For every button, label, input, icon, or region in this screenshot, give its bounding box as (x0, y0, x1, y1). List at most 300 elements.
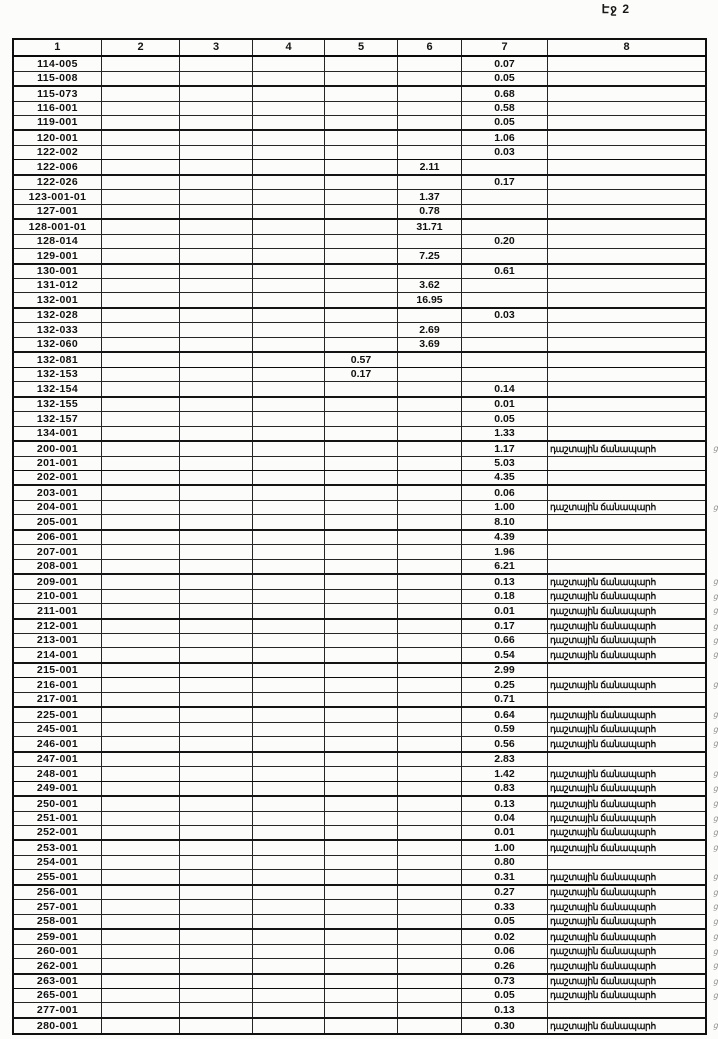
value-cell (325, 352, 398, 367)
table-row (13, 175, 706, 190)
value-cell (180, 781, 253, 796)
parcel-id: 130-001 (36, 265, 79, 277)
table-row (13, 619, 706, 634)
area-value: 0.78 (419, 205, 440, 218)
value-cell (325, 412, 398, 426)
value-cell (462, 811, 548, 825)
area-value: 0.25 (494, 678, 515, 691)
value-cell (102, 56, 180, 71)
parcel-id: 250-001 (36, 797, 79, 810)
table-row (13, 130, 706, 145)
value-cell (102, 175, 180, 190)
value-cell (102, 412, 180, 426)
margin-pencil-mark: ց (712, 916, 718, 926)
table-row (13, 914, 706, 929)
value-cell (180, 130, 253, 145)
margin-pencil-mark: ց (712, 1020, 718, 1030)
road-type-cell (548, 160, 707, 175)
column-header: 3 (180, 39, 253, 56)
area-value: 0.20 (494, 235, 515, 248)
parcel-id-cell (13, 426, 102, 441)
table-row (13, 929, 706, 944)
value-cell (102, 101, 180, 115)
parcel-id: 258-001 (36, 915, 79, 928)
value-cell (462, 604, 548, 619)
value-cell (398, 456, 462, 470)
value-cell (325, 825, 398, 840)
value-cell (325, 781, 398, 796)
parcel-id-cell (13, 1003, 102, 1018)
value-cell (462, 840, 548, 855)
value-cell (398, 900, 462, 914)
value-cell (325, 190, 398, 204)
margin-pencil-mark: ց (712, 769, 718, 779)
road-type-cell (548, 234, 707, 248)
road-type-label: դաշտային ճանապարհ (550, 443, 656, 454)
margin-pencil-mark: ց (712, 813, 718, 823)
road-type-label: դաշտային ճանապարհ (550, 960, 656, 971)
value-cell (325, 337, 398, 352)
margin-pencil-mark: ց (712, 872, 718, 882)
value-cell (180, 470, 253, 485)
value-cell (180, 86, 253, 101)
value-cell (398, 1018, 462, 1034)
value-cell (462, 781, 548, 796)
road-type-cell (548, 634, 718, 648)
value-cell (180, 249, 253, 264)
parcel-id: 210-001 (36, 590, 79, 603)
parcel-id-cell (13, 855, 102, 869)
area-value: 0.61 (494, 265, 515, 277)
value-cell (180, 692, 253, 707)
value-cell (325, 900, 398, 914)
value-cell (102, 559, 180, 574)
parcel-id: 122-006 (36, 160, 79, 173)
road-type-cell (548, 678, 718, 692)
value-cell (253, 219, 325, 234)
value-cell (253, 663, 325, 678)
value-cell (180, 264, 253, 279)
road-type-cell (548, 86, 707, 101)
parcel-id-cell (13, 989, 102, 1003)
parcel-id: 247-001 (36, 753, 79, 766)
parcel-id-cell (13, 840, 102, 855)
value-cell (462, 279, 548, 293)
area-value: 0.03 (494, 309, 515, 322)
parcel-id: 217-001 (36, 693, 79, 706)
margin-pencil-mark: ց (712, 577, 718, 587)
table-row (13, 219, 706, 234)
area-value: 5.03 (494, 456, 515, 469)
value-cell (253, 130, 325, 145)
road-type-label: դաշտային ճանապարհ (550, 576, 656, 587)
value-cell (253, 234, 325, 248)
margin-pencil-mark: ց (712, 843, 718, 853)
value-cell (462, 634, 548, 648)
value-cell (253, 279, 325, 293)
value-cell (253, 412, 325, 426)
road-type-label: դաշտային ճանապարհ (550, 649, 656, 661)
margin-pencil-mark: ց (712, 650, 718, 660)
parcel-id-cell (13, 1018, 102, 1034)
parcel-id-cell (13, 914, 102, 929)
value-cell (253, 352, 325, 367)
parcel-id: 115-073 (37, 87, 78, 100)
road-type-cell (548, 781, 718, 796)
value-cell (325, 130, 398, 145)
parcel-id: 119-001 (37, 116, 78, 129)
value-cell (180, 397, 253, 412)
value-cell (102, 825, 180, 840)
value-cell (325, 589, 398, 603)
table-row (13, 515, 706, 530)
value-cell (253, 559, 325, 574)
parcel-id-cell (13, 130, 102, 145)
parcel-id: 203-001 (36, 486, 79, 499)
road-type-cell (548, 175, 707, 190)
parcel-id-cell (13, 86, 102, 101)
value-cell (325, 974, 398, 989)
parcel-id-cell (13, 412, 102, 426)
value-cell (253, 840, 325, 855)
value-cell (462, 825, 548, 840)
value-cell (462, 86, 548, 101)
table-header-row (13, 39, 706, 56)
parcel-id: 252-001 (36, 826, 79, 839)
margin-pencil-mark: ց (712, 680, 718, 690)
value-cell (253, 974, 325, 989)
value-cell (398, 752, 462, 767)
value-cell (398, 929, 462, 944)
margin-pencil-mark: ց (712, 961, 718, 970)
table-row (13, 500, 706, 514)
value-cell (462, 160, 548, 175)
value-cell (398, 367, 462, 381)
parcel-id: 132-155 (36, 398, 79, 411)
area-value: 0.05 (494, 72, 515, 84)
value-cell (398, 441, 462, 456)
value-cell (253, 722, 325, 736)
area-value: 0.03 (494, 146, 515, 159)
value-cell (398, 559, 462, 574)
value-cell (253, 574, 325, 589)
value-cell (398, 855, 462, 869)
value-cell (102, 989, 180, 1003)
value-cell (253, 308, 325, 323)
parcel-id-cell (13, 190, 102, 204)
area-value: 8.10 (494, 515, 515, 528)
value-cell (253, 145, 325, 159)
value-cell (180, 175, 253, 190)
value-cell (462, 249, 548, 264)
parcel-id: 214-001 (36, 648, 79, 661)
road-type-cell (548, 426, 707, 441)
parcel-id-cell (13, 781, 102, 796)
value-cell (462, 914, 548, 929)
value-cell (462, 574, 548, 589)
road-type-label: դաշտային ճանապարհ (550, 871, 656, 882)
value-cell (462, 767, 548, 781)
value-cell (102, 692, 180, 707)
parcel-id: 122-026 (36, 176, 79, 189)
value-cell (462, 323, 548, 337)
value-cell (398, 279, 462, 293)
table-row (13, 634, 706, 648)
column-header: 8 (548, 39, 707, 56)
value-cell (462, 648, 548, 663)
value-cell (398, 811, 462, 825)
value-cell (253, 367, 325, 381)
value-cell (398, 959, 462, 974)
value-cell (325, 929, 398, 944)
cadastral-table (12, 38, 718, 1035)
value-cell (325, 678, 398, 692)
value-cell (102, 367, 180, 381)
value-cell (180, 352, 253, 367)
area-value: 0.17 (350, 368, 372, 381)
value-cell (325, 663, 398, 678)
table-row (13, 959, 706, 974)
road-type-label: դաշտային ճանապարհ (550, 901, 656, 912)
value-cell (102, 648, 180, 663)
parcel-id-cell (13, 500, 102, 514)
value-cell (180, 190, 253, 204)
road-type-label: դաշտային ճանապարհ (550, 812, 656, 824)
parcel-id: 257-001 (36, 900, 79, 913)
value-cell (102, 737, 180, 752)
value-cell (180, 456, 253, 470)
value-cell (253, 885, 325, 900)
table-row (13, 678, 706, 692)
table-row (13, 559, 706, 574)
value-cell (325, 767, 398, 781)
value-cell (325, 1018, 398, 1034)
value-cell (325, 545, 398, 559)
value-cell (253, 249, 325, 264)
value-cell (102, 752, 180, 767)
road-type-cell (548, 485, 707, 500)
road-type-cell (548, 323, 707, 337)
value-cell (253, 855, 325, 869)
area-value: 0.83 (494, 782, 515, 794)
value-cell (398, 293, 462, 308)
parcel-id: 213-001 (36, 634, 79, 647)
road-type-cell (548, 412, 707, 426)
table-row (13, 870, 706, 885)
table-row (13, 308, 706, 323)
value-cell (180, 530, 253, 545)
road-type-cell (548, 515, 707, 530)
parcel-id-cell (13, 737, 102, 752)
area-value: 1.37 (419, 190, 440, 203)
parcel-id: 114-005 (37, 57, 78, 70)
value-cell (102, 663, 180, 678)
value-cell (180, 56, 253, 71)
value-cell (180, 337, 253, 352)
road-type-cell (548, 574, 718, 589)
parcel-id-cell (13, 663, 102, 678)
value-cell (253, 71, 325, 86)
value-cell (253, 530, 325, 545)
area-value: 0.57 (350, 353, 372, 366)
parcel-id: 200-001 (36, 442, 79, 455)
value-cell (253, 337, 325, 352)
area-value: 0.54 (494, 648, 515, 661)
area-value: 0.56 (494, 737, 515, 750)
area-value: 0.06 (494, 945, 515, 958)
value-cell (398, 515, 462, 530)
parcel-id: 262-001 (36, 959, 79, 972)
value-cell (398, 130, 462, 145)
value-cell (325, 914, 398, 929)
table-row (13, 412, 706, 426)
value-cell (253, 737, 325, 752)
value-cell (462, 293, 548, 308)
value-cell (102, 900, 180, 914)
value-cell (102, 530, 180, 545)
value-cell (325, 71, 398, 86)
area-value: 0.17 (494, 176, 515, 189)
value-cell (180, 485, 253, 500)
table-body (13, 56, 718, 1034)
value-cell (325, 574, 398, 589)
parcel-id: 249-001 (36, 782, 79, 794)
value-cell (462, 707, 548, 722)
value-cell (398, 1003, 462, 1018)
value-cell (398, 781, 462, 796)
value-cell (102, 308, 180, 323)
value-cell (102, 279, 180, 293)
value-cell (398, 175, 462, 190)
table-row (13, 707, 706, 722)
value-cell (462, 412, 548, 426)
area-value: 0.27 (494, 886, 515, 899)
road-type-cell (548, 811, 718, 825)
table-row (13, 397, 706, 412)
value-cell (325, 293, 398, 308)
road-type-label: դաշտային ճանապարհ (550, 990, 656, 1001)
parcel-id: 209-001 (36, 575, 79, 588)
value-cell (325, 989, 398, 1003)
value-cell (180, 219, 253, 234)
value-cell (180, 678, 253, 692)
parcel-id: 245-001 (36, 723, 79, 736)
table-row (13, 367, 706, 381)
value-cell (325, 944, 398, 958)
table-row (13, 855, 706, 869)
parcel-id-cell (13, 929, 102, 944)
value-cell (180, 71, 253, 86)
value-cell (325, 634, 398, 648)
parcel-id-cell (13, 204, 102, 219)
parcel-id: 277-001 (36, 1003, 79, 1016)
table-row (13, 781, 706, 796)
value-cell (398, 101, 462, 115)
value-cell (102, 944, 180, 958)
value-cell (398, 530, 462, 545)
value-cell (180, 648, 253, 663)
area-value: 1.06 (494, 131, 515, 144)
parcel-id-cell (13, 160, 102, 175)
value-cell (462, 145, 548, 159)
value-cell (462, 337, 548, 352)
value-cell (462, 1018, 548, 1034)
table-row (13, 604, 706, 619)
road-type-cell (548, 71, 707, 86)
value-cell (253, 989, 325, 1003)
area-value: 1.33 (494, 427, 515, 439)
value-cell (180, 900, 253, 914)
value-cell (462, 190, 548, 204)
parcel-id: 216-001 (36, 678, 79, 691)
road-type-cell (548, 190, 707, 204)
value-cell (462, 500, 548, 514)
value-cell (398, 323, 462, 337)
value-cell (462, 367, 548, 381)
column-header: 4 (253, 39, 325, 56)
value-cell (102, 619, 180, 634)
area-value: 1.00 (494, 841, 515, 854)
table-row (13, 382, 706, 397)
value-cell (325, 279, 398, 293)
value-cell (462, 530, 548, 545)
value-cell (398, 249, 462, 264)
table-row (13, 56, 706, 71)
table-row (13, 470, 706, 485)
value-cell (180, 870, 253, 885)
value-cell (398, 219, 462, 234)
value-cell (462, 737, 548, 752)
value-cell (398, 308, 462, 323)
value-cell (102, 71, 180, 86)
value-cell (253, 589, 325, 603)
area-value: 0.02 (494, 930, 515, 943)
value-cell (253, 426, 325, 441)
value-cell (462, 382, 548, 397)
value-cell (180, 752, 253, 767)
parcel-id: 132-153 (36, 368, 79, 381)
value-cell (180, 426, 253, 441)
table-row (13, 648, 706, 663)
value-cell (102, 219, 180, 234)
value-cell (398, 648, 462, 663)
road-type-cell (548, 56, 707, 71)
value-cell (398, 204, 462, 219)
value-cell (102, 190, 180, 204)
area-value: 0.80 (494, 856, 515, 869)
table-row (13, 840, 706, 855)
parcel-id-cell (13, 352, 102, 367)
value-cell (253, 515, 325, 530)
value-cell (398, 115, 462, 130)
margin-pencil-mark: ց (712, 739, 718, 749)
road-type-cell (548, 293, 707, 308)
parcel-id-cell (13, 337, 102, 352)
value-cell (253, 175, 325, 190)
parcel-id: 132-060 (36, 338, 79, 351)
table-row (13, 249, 706, 264)
value-cell (462, 426, 548, 441)
value-cell (253, 56, 325, 71)
value-cell (325, 456, 398, 470)
value-cell (180, 796, 253, 811)
road-type-cell (548, 115, 707, 130)
value-cell (398, 885, 462, 900)
value-cell (253, 796, 325, 811)
value-cell (398, 604, 462, 619)
value-cell (325, 1003, 398, 1018)
road-type-cell (548, 929, 718, 944)
